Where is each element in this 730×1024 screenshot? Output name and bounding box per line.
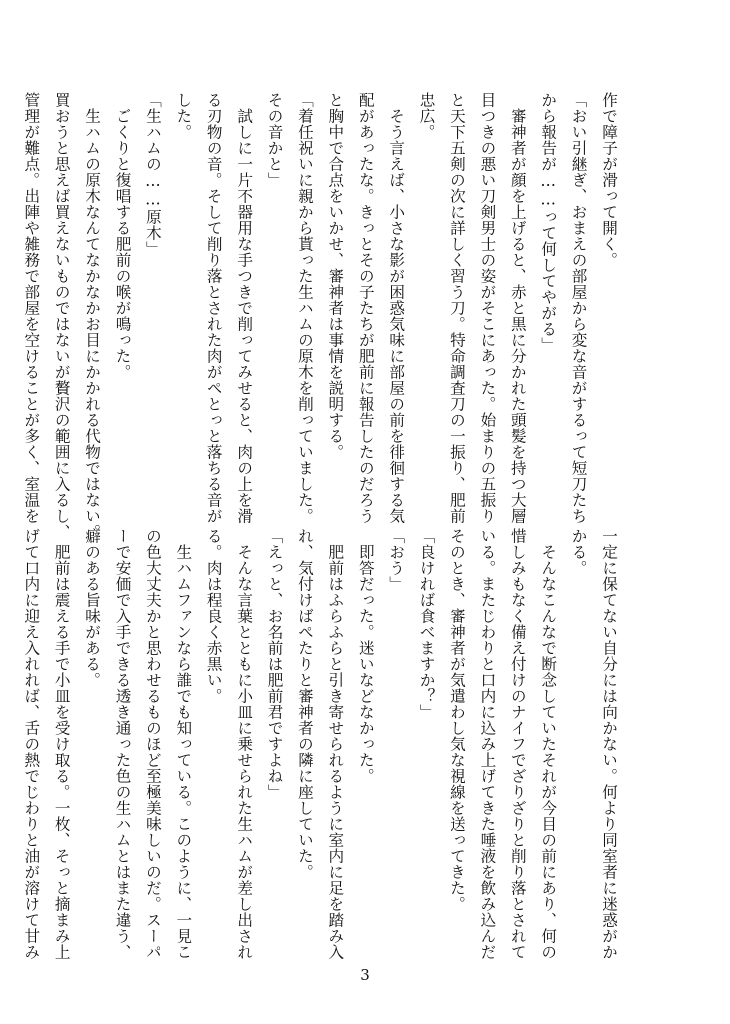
text-line: と天下五剣の次に詳しく習う刀。特命調査刀の一振り、肥前 (447, 92, 466, 524)
text-line: 「良ければ食べますか？」 (417, 528, 436, 720)
text-line: 即答だった。迷いなどなかった。 (356, 528, 375, 784)
text-block-bottom (22, 528, 624, 960)
text-line: ーで安価で入手できる透き通った色の生ハムとはまた違う、 (113, 528, 132, 960)
text-line: 「着任祝いに親から貰った生ハムの原木を削っていました。 (295, 92, 314, 524)
text-line: る刃物の音。そして削り落とされた肉がぺとっと落ちる音が (204, 92, 223, 524)
text-line: げて口内に迎え入れれば、舌の熱でじわりと油が溶けて甘み (22, 528, 41, 960)
text-line: 目つきの悪い刀剣男士の姿がそこにあった。始まりの五振り (478, 92, 497, 524)
text-line: 管理が難点。出陣や雑務で部屋を空けることが多く、室温を (22, 92, 41, 524)
text-line: 生ハムファンなら誰でも知っている。このように、一見こ (174, 528, 193, 960)
page-number: 3 (360, 966, 370, 984)
text-line: そのとき、審神者が気遣わし気な視線を送ってきた。 (447, 528, 466, 912)
text-line: 「おう」 (387, 528, 406, 592)
text-block-top (22, 92, 624, 540)
text-line: かる。 (569, 528, 588, 576)
text-line: 審神者が顔を上げると、赤と黒に分かれた頭髪を持つ大層 (508, 92, 527, 524)
text-line: そんなこんなで断念していたそれが今目の前にあり、何の (539, 528, 558, 960)
text-line: 「おい引継ぎ、おまえの部屋から変な音がするって短刀たち (569, 92, 588, 524)
text-line: 一定に保てない自分には向かない。何より同室者に迷惑がか (600, 528, 618, 960)
text-line: る。肉は程良く赤黒い。 (204, 528, 223, 704)
text-line: した。 (174, 92, 193, 140)
text-line: そんな言葉とともに小皿に乗せられた生ハムが差し出され (235, 528, 254, 960)
text-line: と胸中で合点をいかせ、審神者は事情を説明する。 (326, 92, 345, 460)
text-line: 癖のある旨味がある。 (83, 528, 102, 688)
text-line: 肥前はふらふらと引き寄せられるように室内に足を踏み入 (326, 528, 345, 960)
text-line: れ、気付けばぺたりと審神者の隣に座していた。 (295, 528, 314, 880)
text-line: いる。またじわりと口内に込み上げてきた唾液を飲み込んだ (478, 528, 497, 960)
text-line: 「えっと、お名前は肥前君ですよね」 (265, 528, 284, 800)
text-line: の色大丈夫かと思わせるものほど至極美味しいのだ。スーパ (143, 528, 162, 960)
text-line: 肥前は震える手で小皿を受け取る。一枚、そっと摘まみ上 (52, 528, 71, 960)
text-line: 生ハムの原木なんてなかなかお目にかかれる代物ではない。 (83, 92, 102, 540)
text-line: 作で障子が滑って開く。 (600, 92, 618, 268)
text-line: ごくりと復唱する肥前の喉が鳴った。 (113, 92, 132, 380)
text-line: 試しに一片不器用な手つきで削ってみせると、肉の上を滑 (235, 92, 254, 524)
text-line: 忠広。 (417, 92, 436, 140)
text-line: 惜しみもなく備え付けのナイフでざりざりと削り落とされて (508, 528, 527, 960)
text-line: その音かと」 (265, 92, 284, 188)
text-line: そう言えば、小さな影が困惑気味に部屋の前を徘徊する気 (387, 92, 406, 524)
text-line: から報告が……って何してやがる」 (539, 92, 558, 353)
text-line: 配があったな。きっとその子たちが肥前に報告したのだろう (356, 92, 375, 524)
text-line: 買おうと思えば買えないものではないが贅沢の範囲に入るし、 (52, 92, 71, 540)
text-line: 「生ハムの……原木」 (143, 92, 162, 257)
